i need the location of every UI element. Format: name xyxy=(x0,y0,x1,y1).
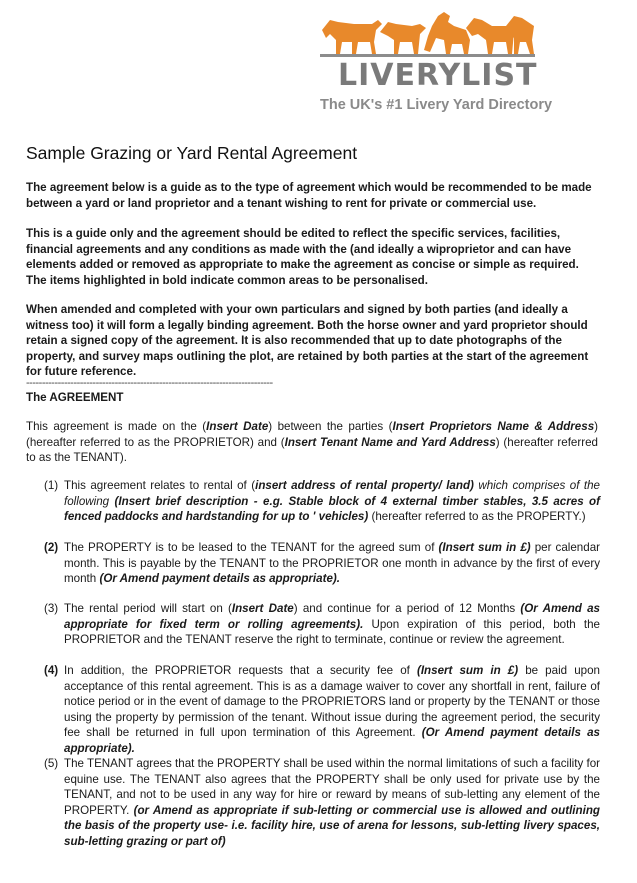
horses-icon xyxy=(320,6,535,58)
clause-text: This agreement relates to rental of (insert address of rental property/ land) which comprises of the following (Insert brief description - e.g. Stable block of 4 external timber stables, 3.5 acres of fenced paddocks and hardstanding for up to ' vehicles) (hereafter referred to as the PROPERTY.) xyxy=(64,479,601,524)
intro-paragraph-3: When amended and completed with your own particulars and signed by both parties (and ideally a witness too) it will form a legally binding agreement. Both the horse owner and yard proprietor should retain a signed copy of the agreement. It is also recommended that up to date photographs of the property, and survey maps outlining the plot, are retained by both parties at the start of the agreement for future reference. xyxy=(26,303,589,379)
clause-2 xyxy=(44,540,600,587)
clause-1 xyxy=(44,478,600,525)
agreement-heading: The AGREEMENT xyxy=(26,391,124,404)
clause-3 xyxy=(44,601,600,648)
clause-text: The rental period will start on (Insert Date) and continue for a period of 12 Months (Or Amend as appropriate for fixed term or rolling agreements). Upon expiration of this period, both the PROPRIETOR and the TENANT reserve the right to terminate, continue or review the agreement. xyxy=(64,602,600,647)
clause-4 xyxy=(44,663,600,757)
clause-text: In addition, the PROPRIETOR requests that a security fee of (Insert sum in £) be paid upon acceptance of this rental agreement. This is as a damage waiver to cover any shortfall in rent, failure of notice period or in the event of damage to the PROPRIETORS land or property by the TENANT or those using the property by permission of the tenant. Without issue during the agreement period, the security fee shall be returned in full upon termination of this Agreement. (Or Amend payment details as appropriate). xyxy=(64,664,600,755)
clause-number: (5) xyxy=(44,757,59,770)
logo-tagline: The UK's #1 Livery Yard Directory xyxy=(320,97,553,113)
page-title: Sample Grazing or Yard Rental Agreement xyxy=(26,143,358,163)
clause-number: (4) xyxy=(44,664,59,677)
clause-number: (3) xyxy=(44,602,59,615)
clause-5 xyxy=(44,756,600,850)
intro-paragraph-1: The agreement below is a guide as to the type of agreement which would be recommended to be made between a yard or land proprietor and a tenant wishing to rent for private or commercial use. xyxy=(26,181,592,210)
opening-paragraph: This agreement is made on the (Insert Date) between the parties (Insert Proprietors Name & Address) (hereafter referred to as the PROPRIETOR) and (Insert Tenant Name and Yard Address) (hereafter referred to as the TENANT). xyxy=(26,420,599,465)
logo-wordmark: LIVERYLIST xyxy=(338,58,538,93)
intro-paragraph-2: This is a guide only and the agreement should be edited to reflect the specific services, facilities, financial agreements and any conditions as made with the (and ideally a wiproprietor and can have elements added or removed as appropriate to make the agreement as concise or simple as required. The items highlighted in bold indicate common areas to be personalised. xyxy=(26,227,579,287)
horse-silhouette xyxy=(322,20,382,54)
clause-text: The TENANT agrees that the PROPERTY shall be used within the normal limitations of such a facility for equine use. The TENANT also agrees that the PROPERTY shall be only used for private use by the TENANT, and not to be used in any way for hire or reward by means of sub-letting any element of the PROPERTY. (or Amend as appropriate if sub-letting or commercial use is allowed and outlining the basis of the property use- i.e. facility hire, use of arena for lessons, sub-letting livery spaces, sub-letting grazing or part of) xyxy=(64,757,600,848)
clause-number: (2) xyxy=(44,541,59,554)
divider-line: ------------------------------------------------------------------------------ xyxy=(26,377,273,389)
clause-text: The PROPERTY is to be leased to the TENANT for the agreed sum of (Insert sum in £) per calendar month. This is payable by the TENANT to the PROPRIETOR one month in advance by the first of every month (Or Amend payment details as appropriate). xyxy=(64,541,601,586)
liverylist-logo xyxy=(312,6,553,116)
horse-silhouette xyxy=(380,22,426,54)
horse-silhouette xyxy=(424,12,470,54)
clause-number: (1) xyxy=(44,479,59,492)
